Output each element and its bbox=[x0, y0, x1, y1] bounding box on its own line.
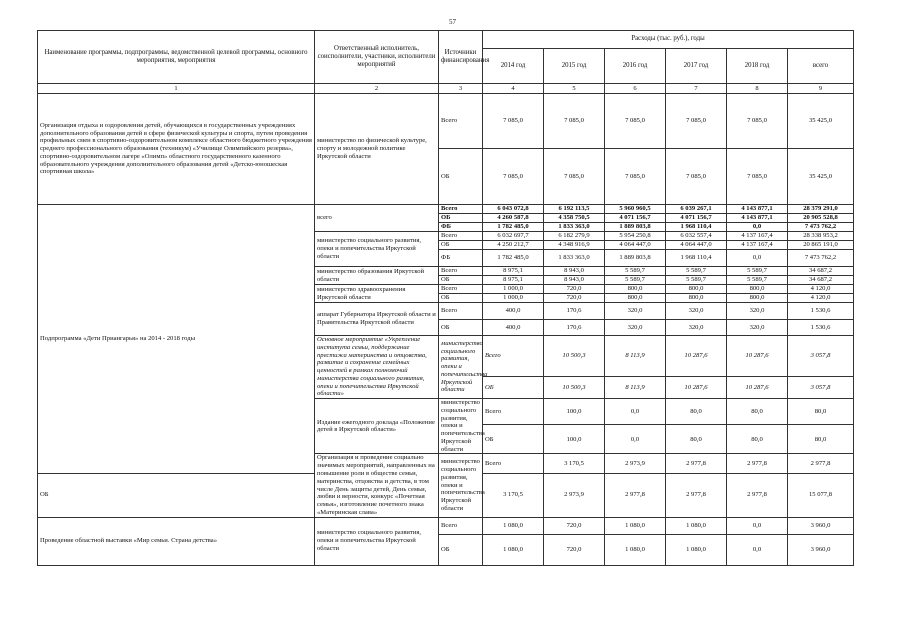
header-year: 2017 год bbox=[666, 49, 727, 84]
row-value: 6 182 279,9 bbox=[544, 232, 605, 241]
row-executor: министерство здравоохранения Иркутской области bbox=[315, 285, 439, 303]
row-value: 80,0 bbox=[788, 425, 854, 454]
row-value: 8 943,0 bbox=[544, 276, 605, 285]
row-value: 170,6 bbox=[544, 303, 605, 320]
row-value: 800,0 bbox=[727, 294, 788, 303]
row-value: 720,0 bbox=[544, 517, 605, 534]
table-row bbox=[38, 517, 854, 534]
row-value: 2 973,9 bbox=[605, 454, 666, 474]
page-number: 57 bbox=[449, 18, 456, 26]
row-value: 0,0 bbox=[727, 517, 788, 534]
row-source: Всего bbox=[483, 399, 544, 425]
header-year: 2018 год bbox=[727, 49, 788, 84]
row-value: 1 833 363,0 bbox=[544, 250, 605, 267]
row-value: 8 975,1 bbox=[483, 276, 544, 285]
row-value: 7 085,0 bbox=[666, 94, 727, 149]
row-value: 6 032 557,4 bbox=[666, 232, 727, 241]
row-value: 6 192 113,5 bbox=[544, 205, 605, 214]
row-value: 320,0 bbox=[727, 320, 788, 336]
column-number: 7 bbox=[666, 84, 727, 94]
row-total: 35 425,0 bbox=[788, 149, 854, 205]
row-value: 7 085,0 bbox=[727, 149, 788, 205]
row-total: 1 530,6 bbox=[788, 303, 854, 320]
header-name: Наименование программы, подпрограммы, ведомственной целевой программы, основного мероприятия, мероприятия bbox=[38, 31, 315, 84]
row-value: 4 071 156,7 bbox=[605, 214, 666, 223]
row-executor: министерство социального развития, опеки и попечительства Иркутской области bbox=[439, 336, 483, 399]
row-value: 720,0 bbox=[544, 294, 605, 303]
row-value: 80,0 bbox=[666, 425, 727, 454]
row-value: 0,0 bbox=[727, 223, 788, 232]
row-value: 1 000,0 bbox=[483, 285, 544, 294]
row-value: 1 080,0 bbox=[605, 534, 666, 565]
column-number: 8 bbox=[727, 84, 788, 94]
row-value: 100,0 bbox=[544, 399, 605, 425]
row-value: 7 085,0 bbox=[727, 94, 788, 149]
column-number: 1 bbox=[38, 84, 315, 94]
row-value: 7 085,0 bbox=[483, 149, 544, 205]
row-executor: министерство социального развития, опеки и попечительства Иркутской области bbox=[439, 399, 483, 454]
row-value: 5 589,7 bbox=[666, 267, 727, 276]
row-value: 1 080,0 bbox=[483, 534, 544, 565]
row-value: 4 250 212,7 bbox=[483, 241, 544, 250]
column-number: 4 bbox=[483, 84, 544, 94]
row-value: 1 080,0 bbox=[483, 517, 544, 534]
row-name: Организация отдыха и оздоровления детей, обучающихся в государственных учреждениях дополнительного образования детей в сфере физической культуры и спорта, путем проведения профильных смен в спортивно-оздоровительном комплексе областного бюджетного учреждения среднего профессионального образования (техникум) «Училище Олимпийского резерва», спортивно-оздоровительном лагере «Олимп» областного государственного казенного образовательного учреждения дополнительного образования детей «Детско-юношеская спортивная школа» bbox=[38, 94, 315, 205]
row-value: 2 973,9 bbox=[544, 474, 605, 518]
row-value: 4 143 877,1 bbox=[727, 205, 788, 214]
row-value: 8 113,9 bbox=[605, 376, 666, 398]
row-value: 5 589,7 bbox=[666, 276, 727, 285]
row-value: 10 500,3 bbox=[544, 376, 605, 398]
row-source: ФБ bbox=[439, 250, 483, 267]
row-source: Всего bbox=[439, 285, 483, 294]
row-executor: аппарат Губернатора Иркутской области и Правительства Иркутской области bbox=[315, 303, 439, 336]
row-value: 3 057,8 bbox=[788, 376, 854, 398]
header-year: 2014 год bbox=[483, 49, 544, 84]
row-value: 4 260 587,8 bbox=[483, 214, 544, 223]
row-total: 4 120,0 bbox=[788, 294, 854, 303]
row-value: 10 287,6 bbox=[666, 336, 727, 377]
row-source: Всего bbox=[483, 454, 544, 474]
row-value: 2 977,8 bbox=[727, 474, 788, 518]
row-total: 28 338 953,2 bbox=[788, 232, 854, 241]
row-source: ОБ bbox=[483, 425, 544, 454]
row-value: 4 071 156,7 bbox=[666, 214, 727, 223]
header-year: 2015 год bbox=[544, 49, 605, 84]
row-total: 35 425,0 bbox=[788, 94, 854, 149]
row-value: 3 057,8 bbox=[788, 336, 854, 377]
row-value: 320,0 bbox=[666, 320, 727, 336]
column-number: 5 bbox=[544, 84, 605, 94]
row-executor: министерство по физической культуре, спорту и молодежной политике Иркутской области bbox=[315, 94, 439, 205]
row-value: 1 968 110,4 bbox=[666, 223, 727, 232]
row-total: 34 687,2 bbox=[788, 267, 854, 276]
row-value: 800,0 bbox=[605, 285, 666, 294]
row-source: ОБ bbox=[439, 534, 483, 565]
row-name: Проведение областной выставки «Мир семьи. Страна детства» bbox=[38, 517, 315, 565]
row-value: 2 977,8 bbox=[727, 454, 788, 474]
row-value: 1 782 485,0 bbox=[483, 250, 544, 267]
row-source: Всего bbox=[483, 336, 544, 377]
row-total: 3 960,0 bbox=[788, 534, 854, 565]
row-executor: министерство образования Иркутской области bbox=[315, 267, 439, 285]
row-total: 1 530,6 bbox=[788, 320, 854, 336]
row-value: 320,0 bbox=[666, 303, 727, 320]
row-value: 720,0 bbox=[544, 534, 605, 565]
row-value: 720,0 bbox=[544, 285, 605, 294]
row-source: Всего bbox=[439, 94, 483, 149]
row-name: Организация и проведение социально значимых мероприятий, направленных на повышение роли в обществе семьи, материнства, отцовства и детства, в том числе День защиты детей, День семьи, любви и верности, конкурс «Почетная семья», изготовление почетного знака «Материнская слава» bbox=[315, 454, 439, 517]
row-source: Всего bbox=[439, 517, 483, 534]
row-value: 10 287,6 bbox=[666, 376, 727, 398]
row-value: 80,0 bbox=[727, 425, 788, 454]
row-value: 4 358 750,5 bbox=[544, 214, 605, 223]
row-value: 4 064 447,0 bbox=[605, 241, 666, 250]
row-value: 10 500,3 bbox=[544, 336, 605, 377]
row-value: 0,0 bbox=[727, 250, 788, 267]
column-number: 3 bbox=[439, 84, 483, 94]
row-value: 800,0 bbox=[666, 285, 727, 294]
row-source: ОБ bbox=[439, 214, 483, 223]
row-value: 1 968 110,4 bbox=[666, 250, 727, 267]
header-expenses: Расходы (тыс. руб.), годы bbox=[483, 31, 854, 49]
budget-table bbox=[37, 30, 854, 566]
row-value: 80,0 bbox=[788, 399, 854, 425]
row-executor: министерство социального развития, опеки и попечительства Иркутской области bbox=[315, 517, 439, 565]
row-value: 4 064 447,0 bbox=[666, 241, 727, 250]
row-value: 5 589,7 bbox=[727, 267, 788, 276]
row-value: 10 287,6 bbox=[727, 336, 788, 377]
row-value: 2 977,8 bbox=[666, 474, 727, 518]
row-source: ОБ bbox=[439, 294, 483, 303]
row-value: 320,0 bbox=[605, 303, 666, 320]
row-value: 5 960 960,5 bbox=[605, 205, 666, 214]
row-executor: министерство социального развития, опеки и попечительства Иркутской области bbox=[315, 232, 439, 267]
row-value: 5 589,7 bbox=[727, 276, 788, 285]
row-value: 5 589,7 bbox=[605, 276, 666, 285]
row-value: 4 143 877,1 bbox=[727, 214, 788, 223]
row-value: 1 782 485,0 bbox=[483, 223, 544, 232]
row-value: 7 085,0 bbox=[544, 149, 605, 205]
row-value: 1 080,0 bbox=[605, 517, 666, 534]
row-source: ОБ bbox=[439, 320, 483, 336]
row-total: 4 120,0 bbox=[788, 285, 854, 294]
row-total: 28 379 291,0 bbox=[788, 205, 854, 214]
row-source: ОБ bbox=[483, 376, 544, 398]
row-value: 6 043 072,8 bbox=[483, 205, 544, 214]
row-value: 7 085,0 bbox=[483, 94, 544, 149]
row-value: 1 080,0 bbox=[666, 534, 727, 565]
row-value: 5 589,7 bbox=[605, 267, 666, 276]
row-value: 7 085,0 bbox=[544, 94, 605, 149]
row-value: 400,0 bbox=[483, 303, 544, 320]
row-value: 800,0 bbox=[605, 294, 666, 303]
row-source: ОБ bbox=[439, 241, 483, 250]
row-total: 7 473 762,2 bbox=[788, 250, 854, 267]
row-value: 4 137 167,4 bbox=[727, 232, 788, 241]
row-total: 20 905 528,8 bbox=[788, 214, 854, 223]
row-total: 3 960,0 bbox=[788, 517, 854, 534]
row-value: 8 975,1 bbox=[483, 267, 544, 276]
row-executor: министерство социального развития, опеки и попечительства Иркутской области bbox=[439, 454, 483, 517]
row-value: 1 000,0 bbox=[483, 294, 544, 303]
row-source: ОБ bbox=[38, 474, 315, 518]
row-value: 4 137 167,4 bbox=[727, 241, 788, 250]
row-value: 320,0 bbox=[727, 303, 788, 320]
row-value: 0,0 bbox=[727, 534, 788, 565]
row-source: ОБ bbox=[439, 276, 483, 285]
row-value: 2 977,8 bbox=[666, 454, 727, 474]
row-value: 7 085,0 bbox=[666, 149, 727, 205]
row-value: 10 287,6 bbox=[727, 376, 788, 398]
row-value: 3 170,5 bbox=[544, 454, 605, 474]
row-value: 5 954 250,8 bbox=[605, 232, 666, 241]
row-source: Всего bbox=[439, 232, 483, 241]
row-name: Подпрограмма «Дети Приангарья» на 2014 - 2018 годы bbox=[38, 205, 315, 474]
row-value: 2 977,8 bbox=[605, 474, 666, 518]
row-value: 7 085,0 bbox=[605, 149, 666, 205]
row-value: 1 080,0 bbox=[666, 517, 727, 534]
row-value: 400,0 bbox=[483, 320, 544, 336]
row-value: 170,6 bbox=[544, 320, 605, 336]
row-source: Всего bbox=[439, 303, 483, 320]
row-total: 34 687,2 bbox=[788, 276, 854, 285]
row-total: 15 077,8 bbox=[788, 474, 854, 518]
row-source: Всего bbox=[439, 205, 483, 214]
table-body bbox=[38, 94, 854, 566]
row-value: 0,0 bbox=[605, 425, 666, 454]
column-number: 2 bbox=[315, 84, 439, 94]
row-value: 100,0 bbox=[544, 425, 605, 454]
row-total: 20 865 191,0 bbox=[788, 241, 854, 250]
header-year: 2016 год bbox=[605, 49, 666, 84]
row-value: 2 977,8 bbox=[788, 454, 854, 474]
row-value: 800,0 bbox=[666, 294, 727, 303]
row-value: 80,0 bbox=[727, 399, 788, 425]
row-value: 4 348 916,9 bbox=[544, 241, 605, 250]
row-value: 0,0 bbox=[605, 399, 666, 425]
row-value: 3 170,5 bbox=[483, 474, 544, 518]
row-value: 800,0 bbox=[727, 285, 788, 294]
header-executor: Ответственный исполнитель, соисполнители, участники, исполнители мероприятий bbox=[315, 31, 439, 84]
column-number: 6 bbox=[605, 84, 666, 94]
row-value: 6 032 697,7 bbox=[483, 232, 544, 241]
header-source: Источники финансирования bbox=[439, 31, 483, 84]
row-executor: всего bbox=[315, 205, 439, 232]
table-row bbox=[38, 94, 854, 149]
row-source: Всего bbox=[439, 267, 483, 276]
column-number: 9 bbox=[788, 84, 854, 94]
row-value: 6 039 267,1 bbox=[666, 205, 727, 214]
row-source: ОБ bbox=[439, 149, 483, 205]
row-name: Издание ежегодного доклада «Положение детей в Иркутской области» bbox=[315, 399, 439, 454]
row-value: 8 943,0 bbox=[544, 267, 605, 276]
header-total: всего bbox=[788, 49, 854, 84]
row-value: 320,0 bbox=[605, 320, 666, 336]
row-value: 8 113,9 bbox=[605, 336, 666, 377]
row-name: Основное мероприятие «Укрепление института семьи, поддержание престижа материнства и отцовства, развитие и сохранение семейных ценностей в рамках полномочий министерства социального развития, опеки и попечительства Иркутской области» bbox=[315, 336, 439, 399]
row-value: 1 889 803,8 bbox=[605, 223, 666, 232]
row-total: 7 473 762,2 bbox=[788, 223, 854, 232]
row-source: ФБ bbox=[439, 223, 483, 232]
table-row bbox=[38, 205, 854, 214]
row-value: 80,0 bbox=[666, 399, 727, 425]
row-value: 1 889 803,8 bbox=[605, 250, 666, 267]
row-value: 7 085,0 bbox=[605, 94, 666, 149]
row-value: 1 833 363,0 bbox=[544, 223, 605, 232]
